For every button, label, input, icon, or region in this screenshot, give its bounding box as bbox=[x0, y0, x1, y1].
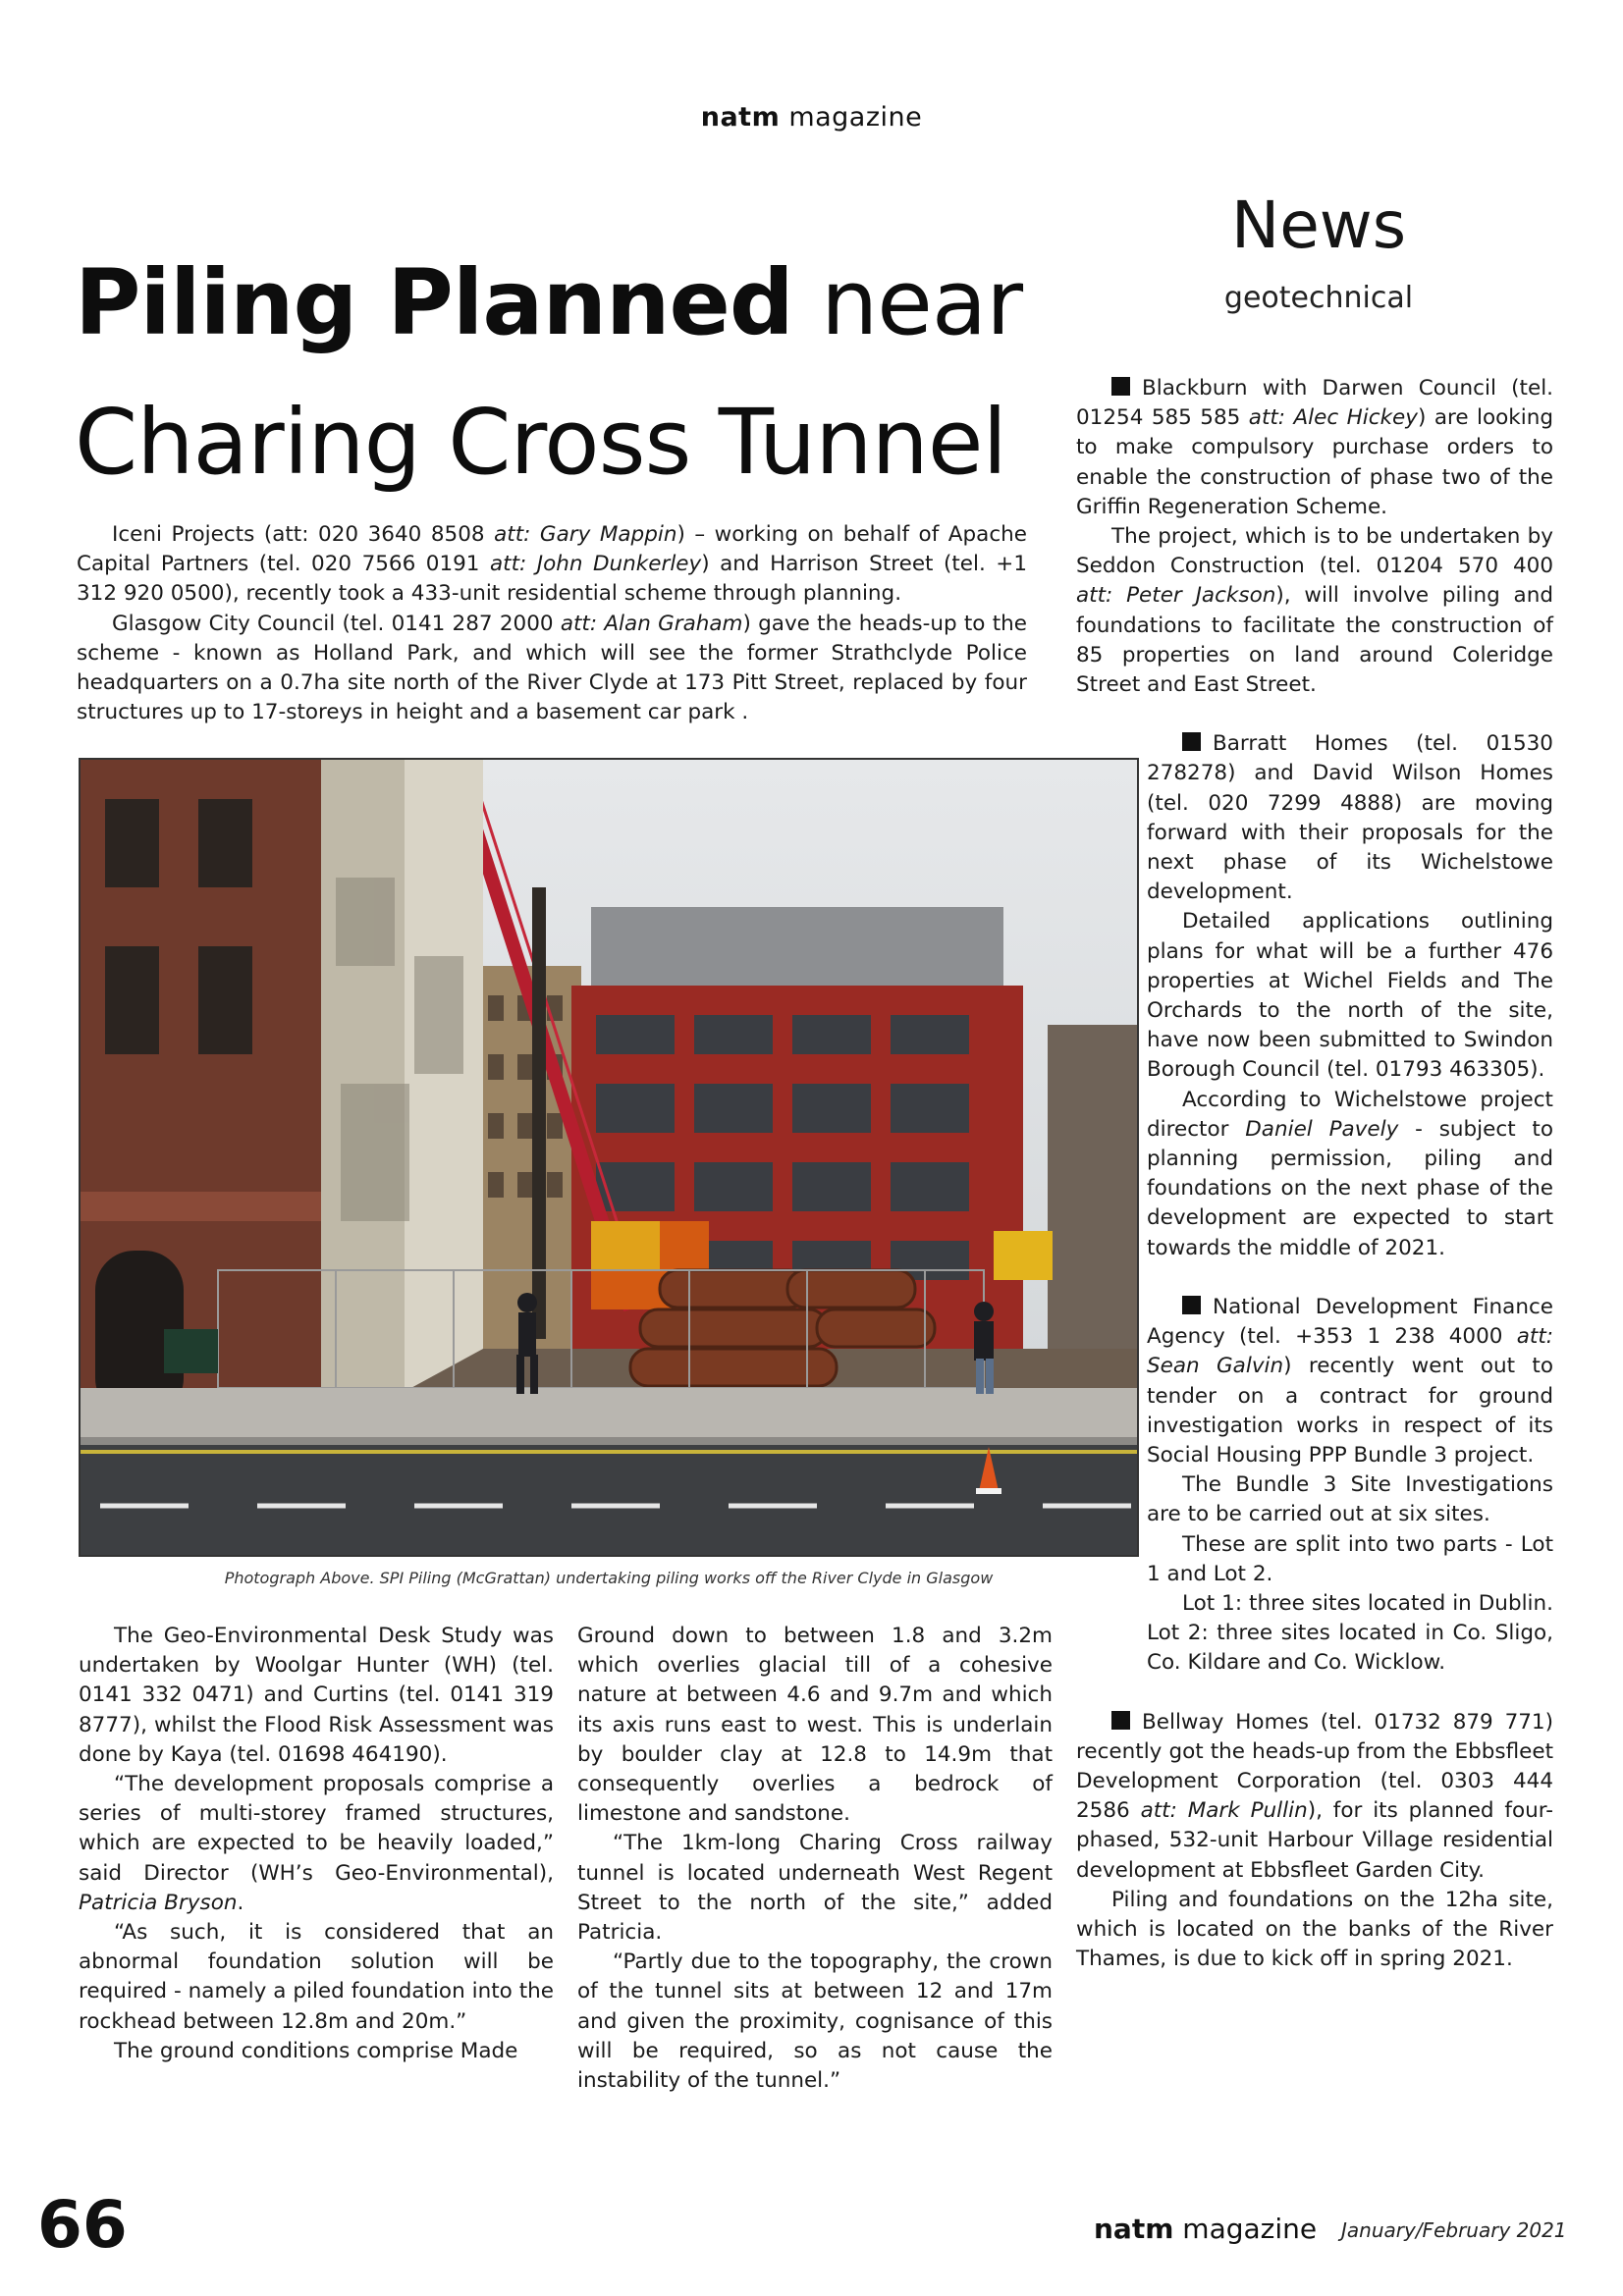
news-item bbox=[1076, 374, 1553, 700]
news-paragraph: Blackburn with Darwen Council (tel. 01254 585 585 att: Alec Hickey) are looking to make compulsory purchase orders to enable the construction of phase two of the Griffin Regeneration Scheme. bbox=[1076, 376, 1553, 519]
headline-line2: Charing Cross Tunnel bbox=[75, 390, 1007, 495]
footer-brand: natm magazine bbox=[1094, 2213, 1318, 2245]
piling-site-illustration bbox=[81, 760, 1137, 1555]
article-paragraph: The Geo-Environmental Desk Study was undertaken by Woolgar Hunter (WH) (tel. 0141 332 0471) and Curtins (tel. 0141 319 8777), whilst the Flood Risk Assessment was done by Kaya (tel. 01698 464190). bbox=[79, 1624, 554, 1767]
news-paragraph: The project, which is to be undertaken by Seddon Construction (tel. 01204 570 400 att: Peter Jackson), will involve piling and foundations to facilitate the construction of 85 properties on land around Coleridge Street and East Street. bbox=[1076, 524, 1554, 698]
news-paragraph: These are split into two parts - Lot 1 and Lot 2. bbox=[1147, 1531, 1553, 1586]
news-paragraph: According to Wichelstowe project director Daniel Pavely - subject to planning permission, piling and foundations on the next phase of the development are expected to start towards the middle of 2021. bbox=[1147, 1087, 1553, 1260]
news-paragraph: Piling and foundations on the 12ha site, which is located on the banks of the River Thames, is due to kick off in spring 2021. bbox=[1076, 1887, 1553, 1972]
news-paragraph: Bellway Homes (tel. 01732 879 771) recently got the heads-up from the Ebbsfleet Development Corporation (tel. 0303 444 2586 att: Mark Pullin), for its planned four-phased, 532-unit Harbour Village residential development at Ebbsfleet Garden City. bbox=[1076, 1709, 1553, 1883]
intro-paragraph: Glasgow City Council (tel. 0141 287 2000 att: Alan Graham) gave the heads-up to the scheme - known as Holland Park, and which will see the former Strathclyde Police headquarters on a 0.7ha site north of the River Clyde at 173 Pitt Street, replaced by four structures up to 17-storeys in height and a basement car park . bbox=[77, 611, 1027, 725]
news-item bbox=[1076, 729, 1553, 1263]
bullet-square-icon bbox=[1182, 1296, 1201, 1314]
masthead bbox=[0, 102, 1623, 133]
news-paragraph: Lot 1: three sites located in Dublin. Lot 2: three sites located in Co. Sligo, Co. Kildare and Co. Wicklow. bbox=[1147, 1590, 1553, 1676]
bullet-square-icon bbox=[1111, 377, 1130, 396]
article-headline bbox=[75, 234, 1076, 512]
news-paragraph: Detailed applications outlining plans for what will be a further 476 properties at Wichel Fields and The Orchards to the north of the site, have now been submitted to Swindon Borough Council (tel. 01793 463305). bbox=[1147, 909, 1553, 1083]
article-photo bbox=[79, 758, 1139, 1557]
news-paragraph: National Development Finance Agency (tel. +353 1 238 4000 att: Sean Galvin) recently went out to tender on a contract for ground investigation works in respect of its Social Housing PPP Bundle 3 project. bbox=[1147, 1294, 1553, 1468]
article-paragraph: The ground conditions comprise Made bbox=[114, 2038, 518, 2063]
masthead-brand: natm bbox=[700, 102, 781, 133]
news-item bbox=[1076, 1293, 1553, 1679]
article-column-1 bbox=[79, 1622, 554, 2066]
bullet-square-icon bbox=[1182, 732, 1201, 751]
news-paragraph: Barratt Homes (tel. 01530 278278) and David Wilson Homes (tel. 020 7299 4888) are moving forward with their proposals for the next phase of its Wichelstowe development. bbox=[1147, 731, 1553, 905]
news-paragraph: The Bundle 3 Site Investigations are to be carried out at six sites. bbox=[1147, 1472, 1553, 1527]
section-title: News bbox=[1230, 187, 1407, 263]
masthead-brand-rest: magazine bbox=[788, 102, 923, 133]
article-paragraph: “The 1km-long Charing Cross railway tunnel is located underneath West Regent Street to the north of the site,” added Patricia. bbox=[577, 1831, 1053, 1946]
news-item bbox=[1076, 1708, 1553, 1975]
article-paragraph: “As such, it is considered that an abnormal foundation solution will be required - namely a piled foundation into the rockhead between 12.8m and 20m.” bbox=[79, 1920, 554, 2034]
section-subtitle: geotechnical bbox=[1223, 281, 1414, 315]
headline-bold: Piling Planned bbox=[75, 250, 793, 355]
article-paragraph: “Partly due to the topography, the crown of the tunnel sits at between 12 and 17m and given the proximity, cognisance of this will be required, so as not cause the instability of the tunnel.” bbox=[577, 1949, 1053, 2094]
issue-date: January/February 2021 bbox=[1341, 2218, 1567, 2242]
article-column-2 bbox=[577, 1622, 1053, 2096]
bullet-square-icon bbox=[1111, 1711, 1130, 1730]
article-paragraph: Ground down to between 1.8 and 3.2m which overlies glacial till of a cohesive nature at between 4.6 and 9.7m and which its axis runs east to west. This is underlain by boulder clay at 12.8 to 14.9m that consequently overlies a bedrock of limestone and sandstone. bbox=[577, 1624, 1053, 1827]
intro-paragraph: Iceni Projects (att: 020 3640 8508 att: Gary Mappin) – working on behalf of Apache Capital Partners (tel. 020 7566 0191 att: John Dunkerley) and Harrison Street (tel. +1 312 920 0500), recently took a 433-unit residential scheme through planning. bbox=[77, 522, 1028, 607]
article-paragraph: “The development proposals comprise a series of multi-storey framed structures, which are expected to be heavily loaded,” said Director (WH’s Geo-Environmental), Patricia Bryson. bbox=[79, 1772, 554, 1915]
headline-rest: near bbox=[820, 250, 1023, 355]
photo-caption: Photograph Above. SPI Piling (McGrattan) undertaking piling works off the River Clyde in Glasgow bbox=[224, 1569, 994, 1587]
article-intro bbox=[77, 520, 1027, 727]
news-column bbox=[1076, 374, 1553, 2003]
page-number: 66 bbox=[37, 2187, 128, 2263]
